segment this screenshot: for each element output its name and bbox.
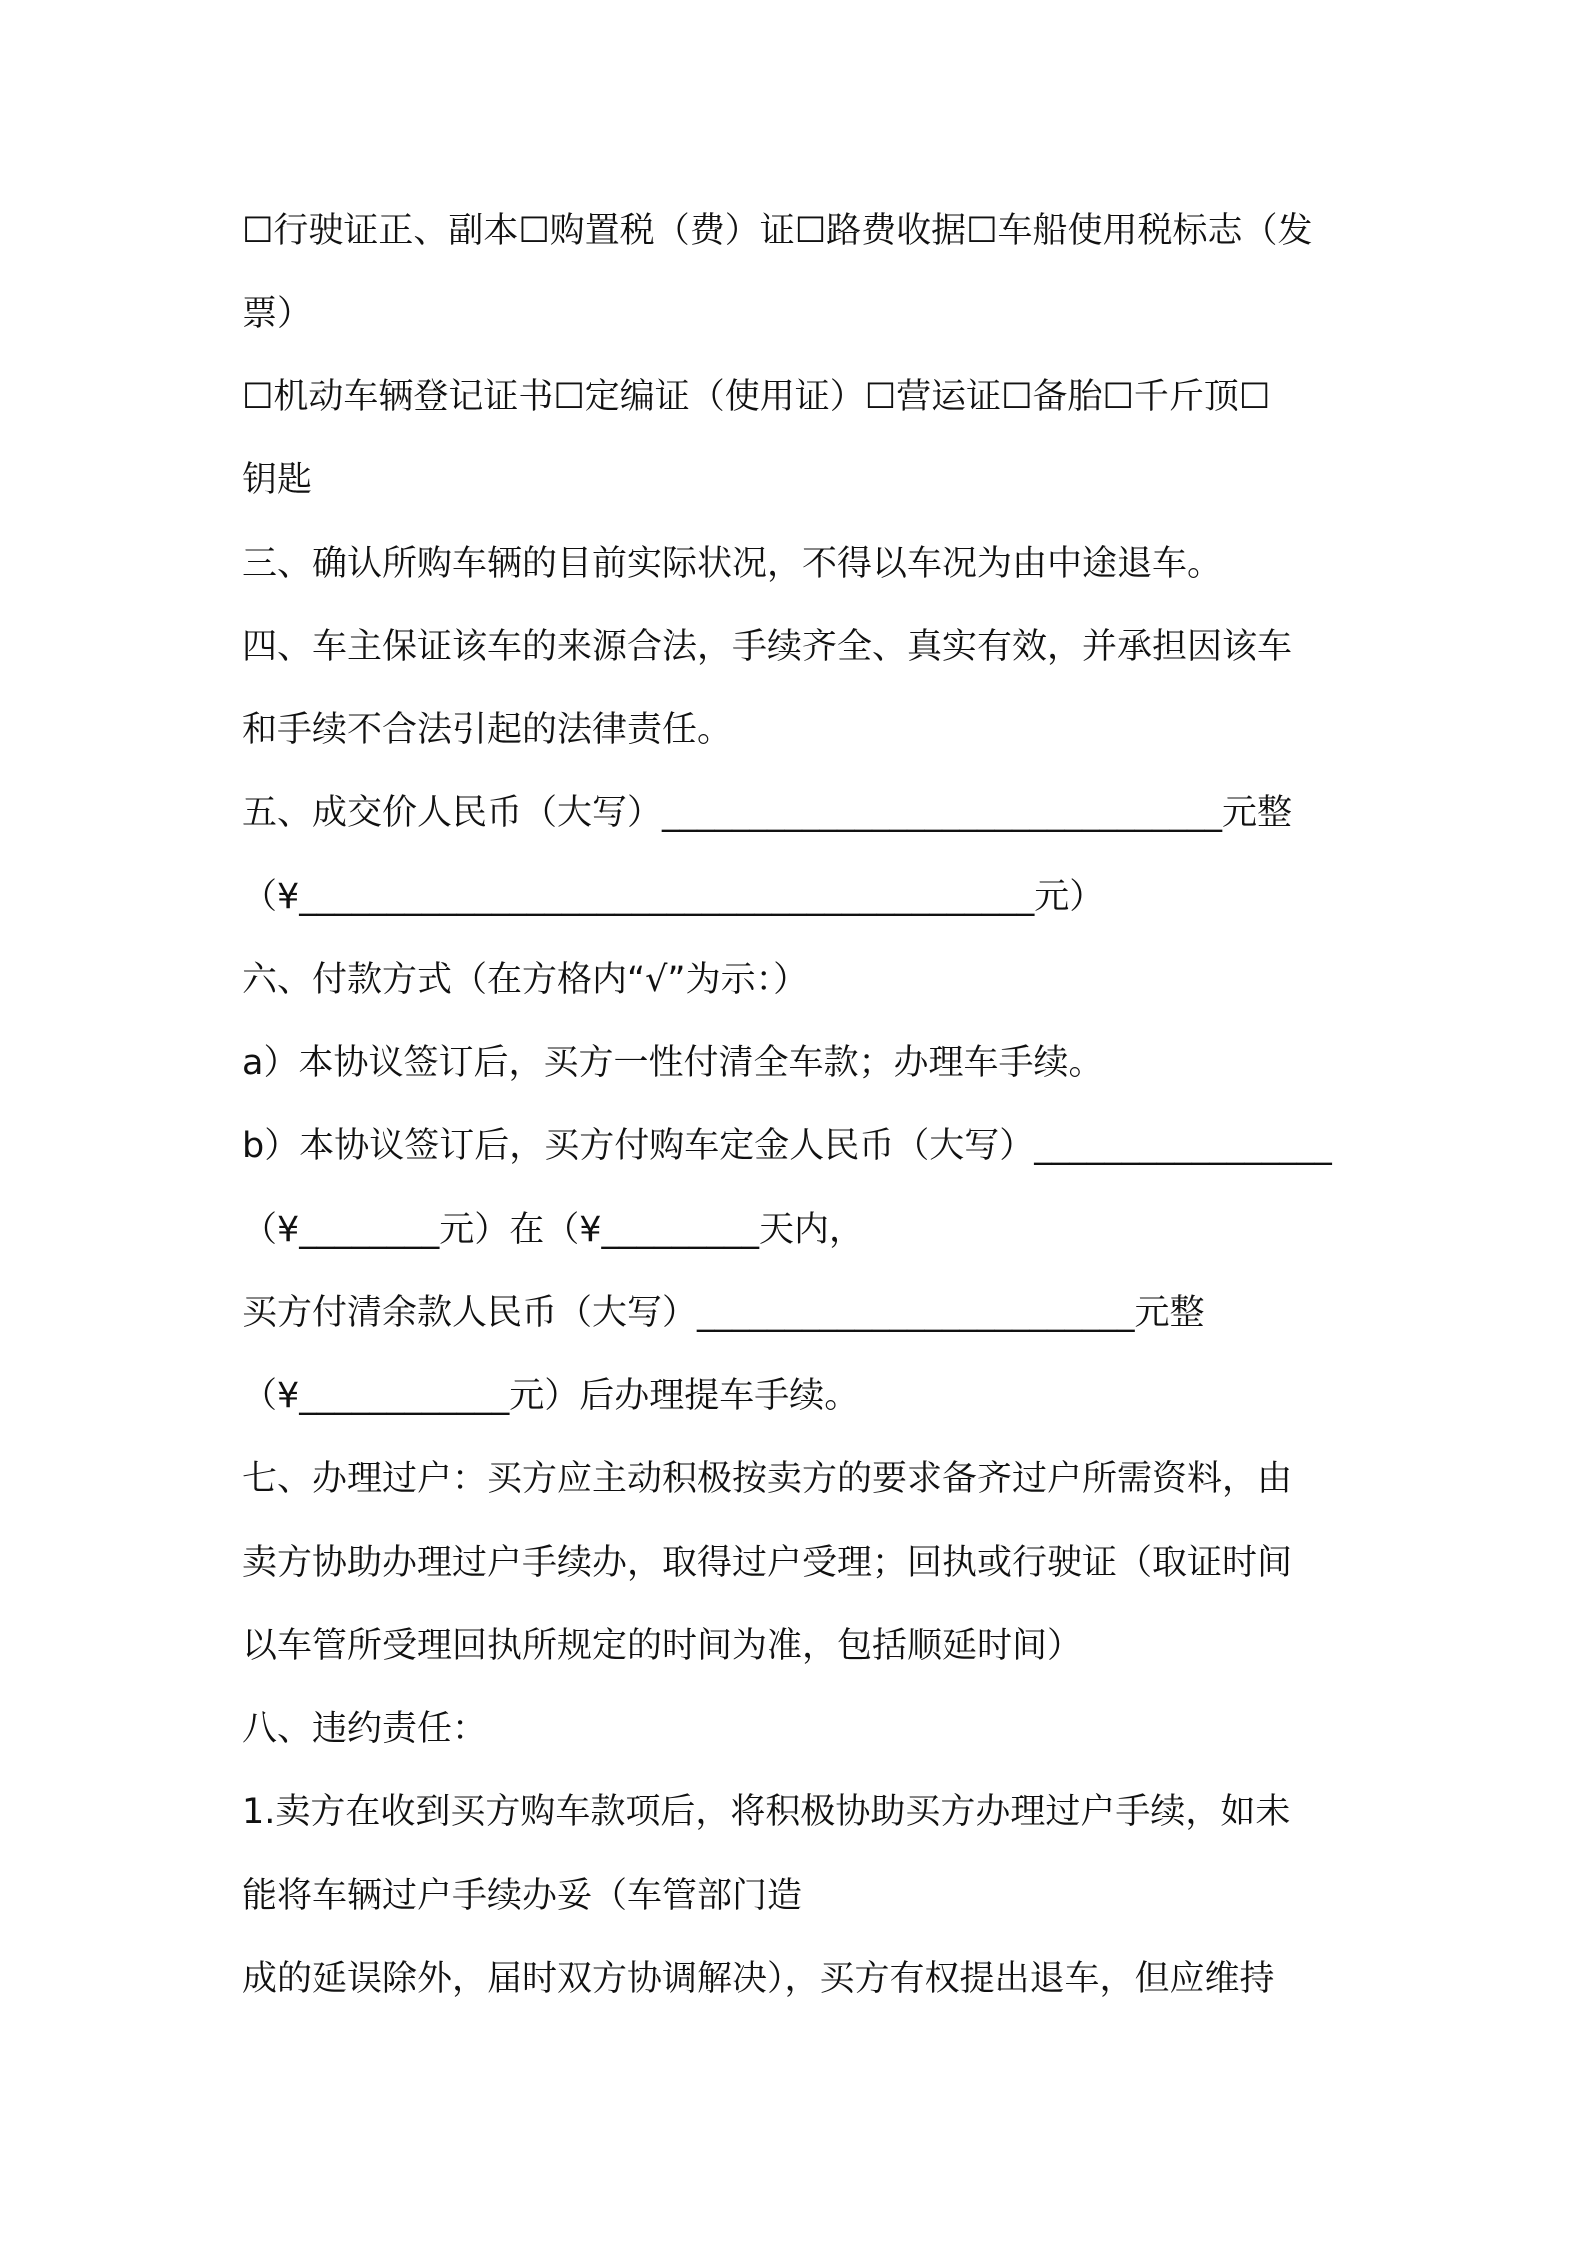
- doc-line-clause-7-cont: 卖方协助办理过户手续办，取得过户受理；回执或行驶证（取证时间: [242, 1543, 1293, 1583]
- doc-line-payment-b-amount: （¥________元）在（¥_________天内，: [242, 1210, 865, 1250]
- doc-line-clause-4-cont: 和手续不合法引起的法律责任。: [242, 710, 733, 750]
- doc-line-clause-5-price: 五、成交价人民币（大写）________________________________元整: [242, 793, 1293, 833]
- doc-line-clause-8-1-cont: 能将车辆过户手续办妥（车管部门造: [242, 1876, 803, 1916]
- doc-line-clause-5-amount: （¥__________________________________________元）: [242, 877, 1105, 917]
- doc-line-payment-b: b）本协议签订后，买方付购车定金人民币（大写）_________________: [242, 1126, 1332, 1166]
- doc-line-clause-8: 八、违约责任：: [242, 1709, 488, 1749]
- doc-line-clause-8-1-cont2: 成的延误除外，届时双方协调解决），买方有权提出退车，但应维持: [242, 1959, 1275, 1999]
- doc-line-clause-7-cont2: 以车管所受理回执所规定的时间为准，包括顺延时间）: [242, 1626, 1083, 1666]
- doc-line-balance: 买方付清余款人民币（大写）_________________________元整: [242, 1293, 1205, 1333]
- doc-line-clause-7: 七、办理过户：买方应主动积极按卖方的要求备齐过户所需资料，由: [242, 1459, 1293, 1499]
- doc-line-clause-8-1: 1.卖方在收到买方购车款项后，将积极协助买方办理过户手续，如未: [242, 1792, 1291, 1832]
- doc-line-payment-a: a）本协议签订后，买方一性付清全车款；办理车手续。: [242, 1043, 1104, 1083]
- doc-line-vehicle-items: ☐机动车辆登记证书☐定编证（使用证）☐营运证☐备胎☐千斤顶☐: [242, 377, 1271, 417]
- doc-line-clause-4: 四、车主保证该车的来源合法，手续齐全、真实有效，并承担因该车: [242, 627, 1293, 667]
- doc-line-vehicle-items-cont: 钥匙: [242, 460, 313, 500]
- doc-line-clause-6: 六、付款方式（在方格内“√”为示：）: [242, 960, 809, 1000]
- doc-line-documents-list-cont: 票）: [242, 294, 313, 334]
- doc-line-clause-3: 三、确认所购车辆的目前实际状况，不得以车况为由中途退车。: [242, 544, 1223, 584]
- doc-line-balance-amount: （¥____________元）后办理提车手续。: [242, 1376, 860, 1416]
- doc-line-documents-list: ☐行驶证正、副本☐购置税（费）证☐路费收据☐车船使用税标志（发: [242, 211, 1313, 251]
